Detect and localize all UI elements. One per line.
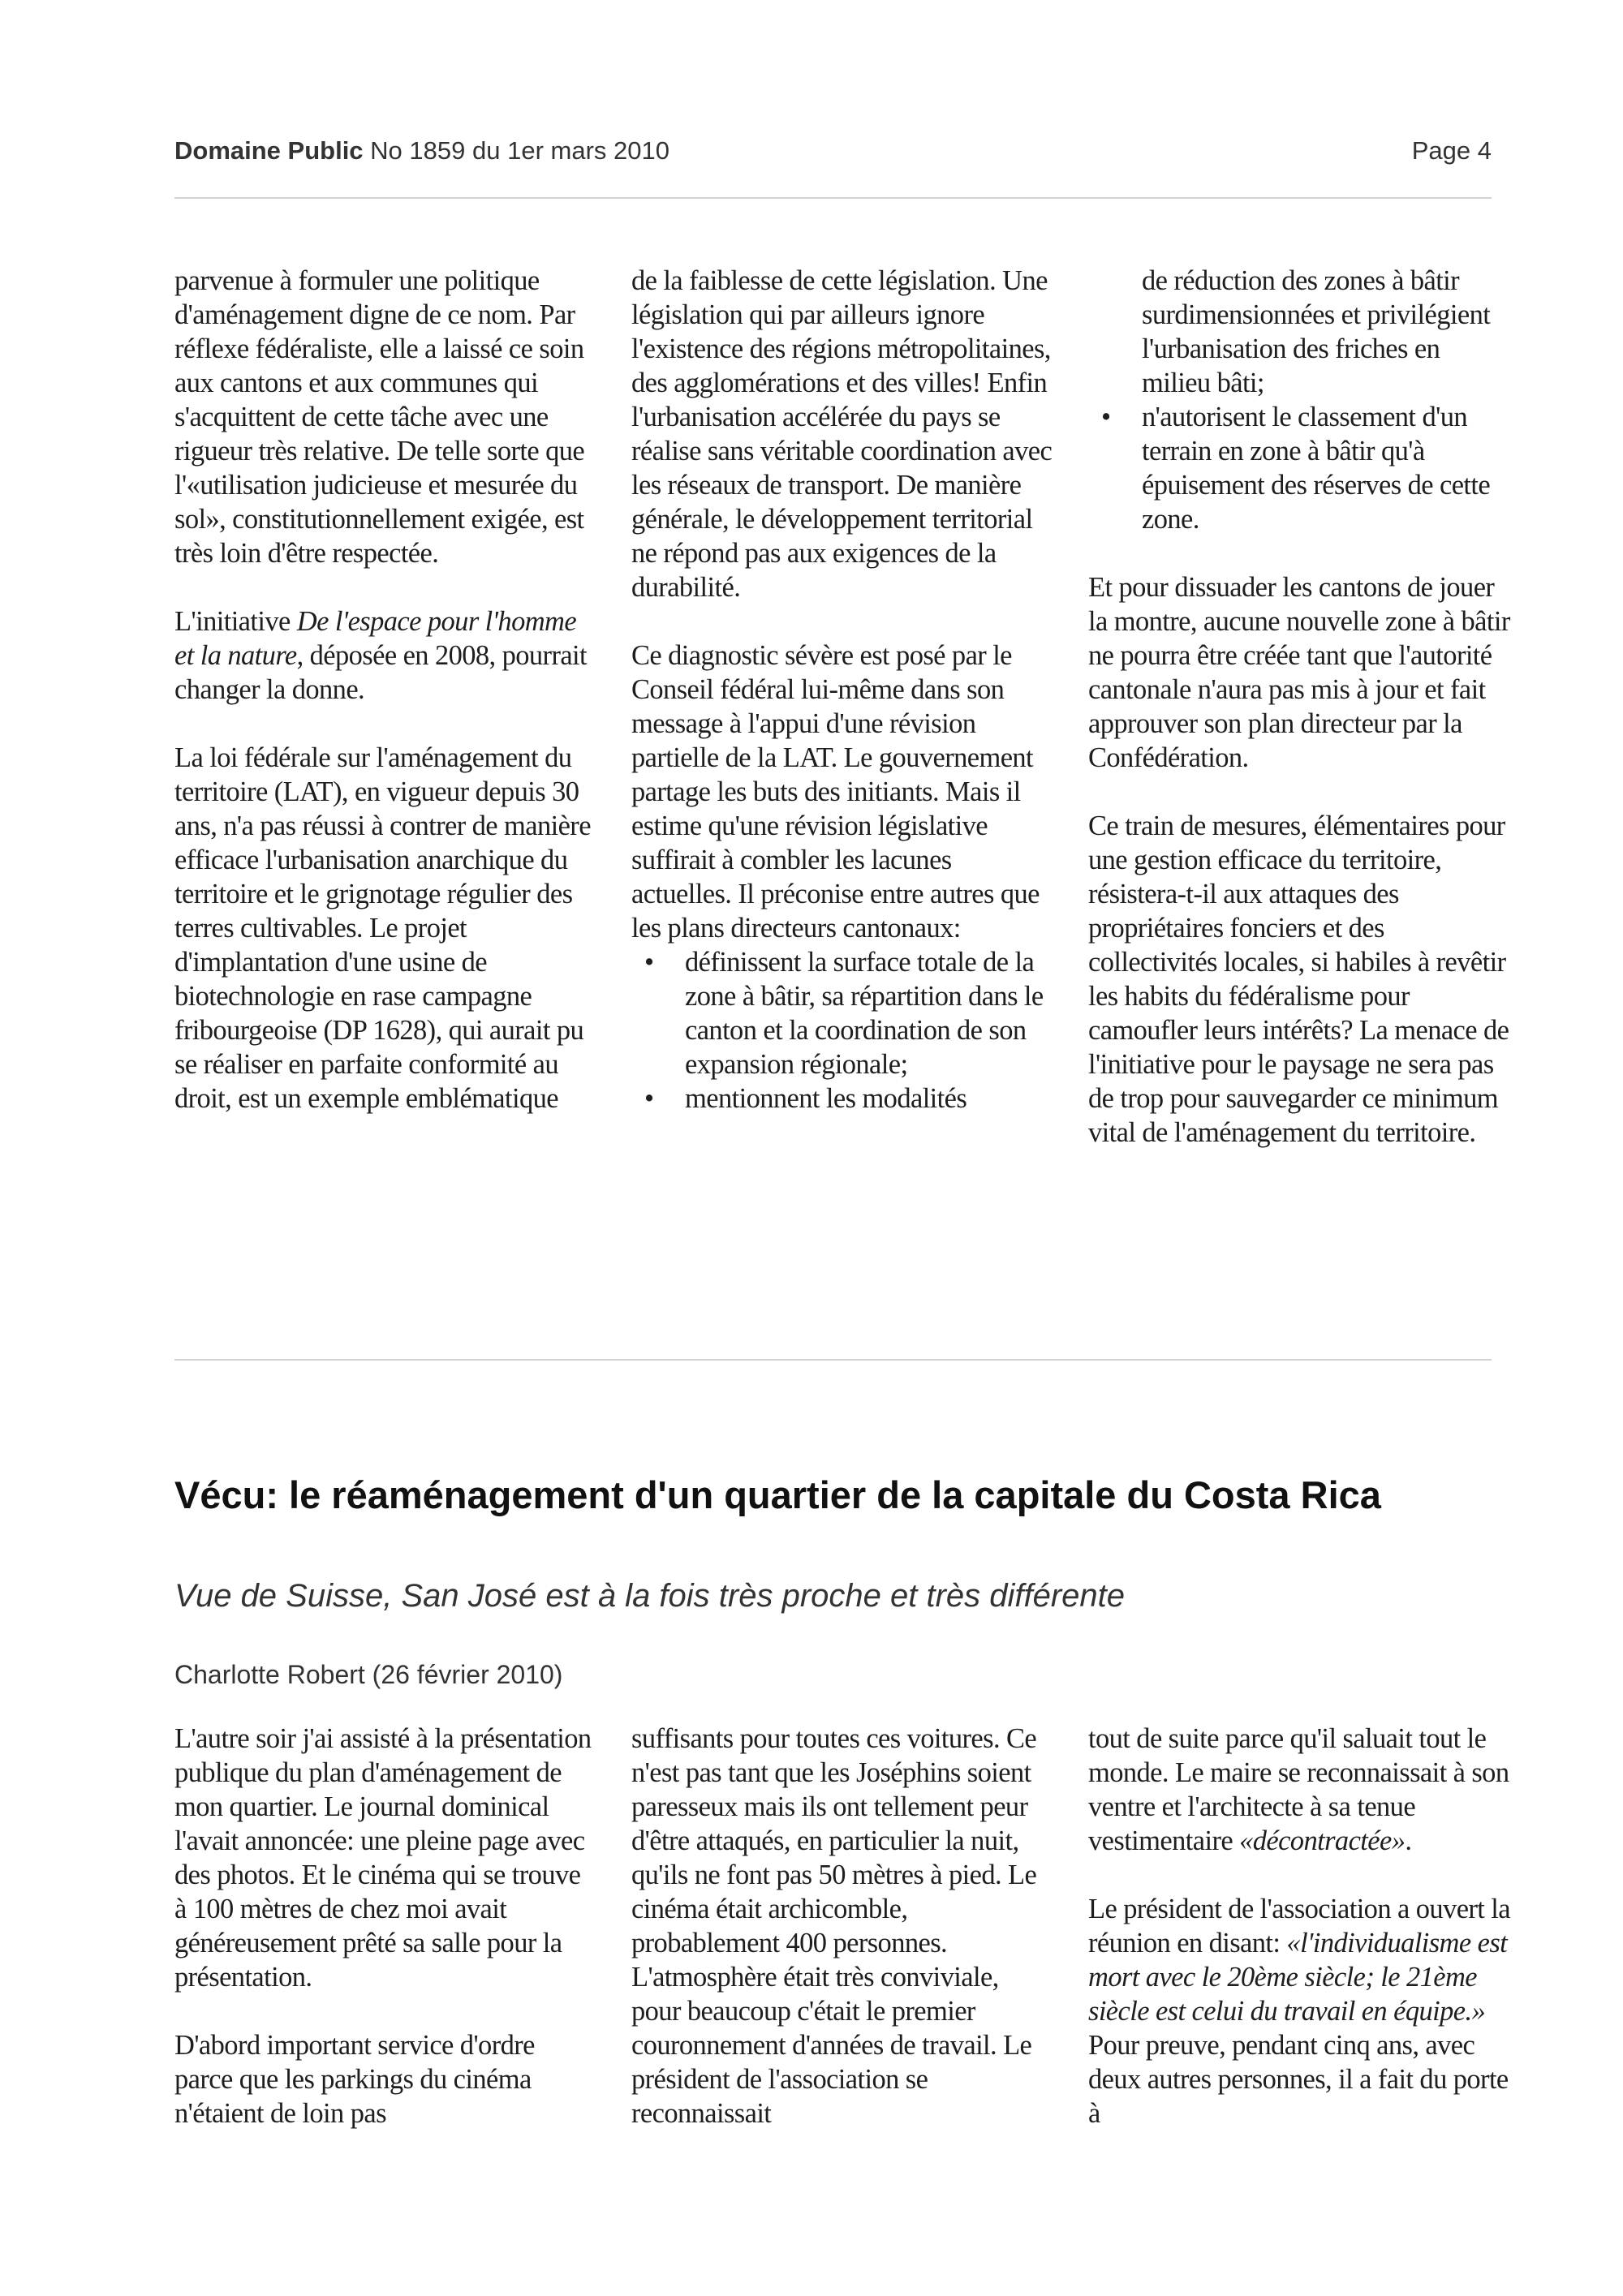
- paragraph: tout de suite parce qu'il saluait tout le monde. Le maire se reconnaissait à son ventre et l'architecte à sa tenue vestimentaire «décontractée».: [1088, 1723, 1509, 1856]
- paragraph: de la faiblesse de cette législation. Une législation qui par ailleurs ignore l'existence des régions métropolitaines, des agglomérations et des villes! Enfin l'urbanisation accélérée du pays se réalise sans véritable coordination avec les réseaux de transport. De manière générale, le développement territorial ne répond pas aux exigences de la durabilité.: [631, 265, 1053, 603]
- paragraph: La loi fédérale sur l'aménagement du territoire (LAT), en vigueur depuis 30 ans, n'a pas réussi à contrer de manière efficace l'urbanisation anarchique du territoire et le grignotage régulier des terres cultivables. Le projet d'implantation d'une usine de biotechnologie en rase campagne fribourgeoise (DP 1628), qui aurait pu se réaliser en parfaite conformité au droit, est un exemple emblématique: [174, 742, 591, 1114]
- paragraph: Le président de l'association a ouvert la réunion en disant: «l'individualisme est mort avec le 20ème siècle; le 21ème siècle est celui du travail en équipe.» Pour preuve, pendant cinq ans, avec deux autres personnes, il a fait du porte à: [1088, 1894, 1511, 2129]
- list-item: • n'autorisent le classement d'un terrain en zone à bâtir qu'à épuisement des réserves de cette zone.: [1088, 400, 1510, 536]
- quote: «décontractée»: [1239, 1825, 1406, 1856]
- article2-column-2: [631, 1722, 1053, 2130]
- article-subtitle: Vue de Suisse, San José est à la fois très proche et très différente: [174, 1578, 1126, 1614]
- paragraph: D'abord important service d'ordre parce que les parkings du cinéma n'étaient de loin pas: [174, 2030, 535, 2129]
- page-number: Page 4: [1411, 136, 1492, 165]
- paragraph: Ce diagnostic sévère est posé par le Conseil fédéral lui-même dans son message à l'appui d'une révision partielle de la LAT. Le gouvernement partage les buts des initiants. Mais il estime qu'une révision législative suffirait à combler les lacunes actuelles. Il préconise entre autres que les plans directeurs cantonaux:: [631, 640, 1040, 944]
- article-title: Vécu: le réaménagement d'un quartier de la capitale du Costa Rica: [174, 1473, 1381, 1516]
- bullet-list-continued: [1088, 264, 1510, 536]
- article-divider: [174, 1359, 1492, 1361]
- paragraph: L'autre soir j'ai assisté à la présentation publique du plan d'aménagement de mon quartier. Le journal dominical l'avait annoncée: une pleine page avec des photos. Et le cinéma qui se trouve à 100 mètres de chez moi avait généreusement prêté sa salle pour la présentation.: [174, 1723, 592, 1993]
- article1-column-2: [631, 264, 1053, 1116]
- issue-info: No 1859 du 1er mars 2010: [370, 136, 669, 165]
- paragraph: parvenue à formuler une politique d'aménagement digne de ce nom. Par réflexe fédéraliste, elle a laissé ce soin aux cantons et aux communes qui s'acquittent de cette tâche avec une rigueur très relative. De telle sorte que l'«utilisation judicieuse et mesurée du sol», constitutionnellement exigée, est très loin d'être respectée.: [174, 265, 585, 569]
- paragraph: suffisants pour toutes ces voitures. Ce n'est pas tant que les Joséphins soient paresseux mais ils ont tellement peur d'être attaqués, en particulier la nuit, qu'ils ne font pas 50 mètres à pied. Le cinéma était archicomble, probablement 400 personnes. L'atmosphère était très conviviale, pour beaucoup c'était le premier couronnement d'années de travail. Le président de l'association se reconnaissait: [631, 1723, 1037, 2129]
- paragraph: L'initiative De l'espace pour l'homme et la nature, déposée en 2008, pourrait changer la donne.: [174, 606, 588, 705]
- header-divider: [174, 197, 1492, 199]
- article-byline: Charlotte Robert (26 février 2010): [174, 1660, 563, 1689]
- list-item-continued: de réduction des zones à bâtir surdimensionnées et privilégient l'urbanisation des friches en milieu bâti;: [1142, 265, 1491, 398]
- article2-column-1: [174, 1722, 596, 2130]
- quote: «l'individualisme est mort avec le 20ème siècle; le 21ème siècle est celui du travail en équipe.»: [1088, 1928, 1508, 2027]
- bullet-list: [631, 945, 1053, 1116]
- page-header: [174, 136, 1492, 170]
- publication-name: Domaine Public: [174, 136, 364, 165]
- article1-column-1: [174, 264, 596, 1116]
- paragraph: Ce train de mesures, élémentaires pour une gestion efficace du territoire, résistera-t-il aux attaques des propriétaires fonciers et des collectivités locales, si habiles à revêtir les habits du fédéralisme pour camoufler leurs intérêts? La menace de l'initiative pour le paysage ne sera pas de trop pour sauvegarder ce minimum vital de l'aménagement du territoire.: [1088, 810, 1509, 1148]
- paragraph: Et pour dissuader les cantons de jouer la montre, aucune nouvelle zone à bâtir ne pourra être créée tant que l'autorité cantonale n'aura pas mis à jour et fait approuver son plan directeur par la Confédération.: [1088, 572, 1510, 773]
- article2-column-3: [1088, 1722, 1510, 2130]
- list-item: • définissent la surface totale de la zone à bâtir, sa répartition dans le canton et la coordination de son expansion régionale;: [631, 945, 1053, 1081]
- list-item: • mentionnent les modalités: [631, 1081, 1053, 1116]
- initiative-title: De l'espace pour l'homme et la nature: [174, 606, 577, 671]
- article1-column-3: [1088, 264, 1510, 1150]
